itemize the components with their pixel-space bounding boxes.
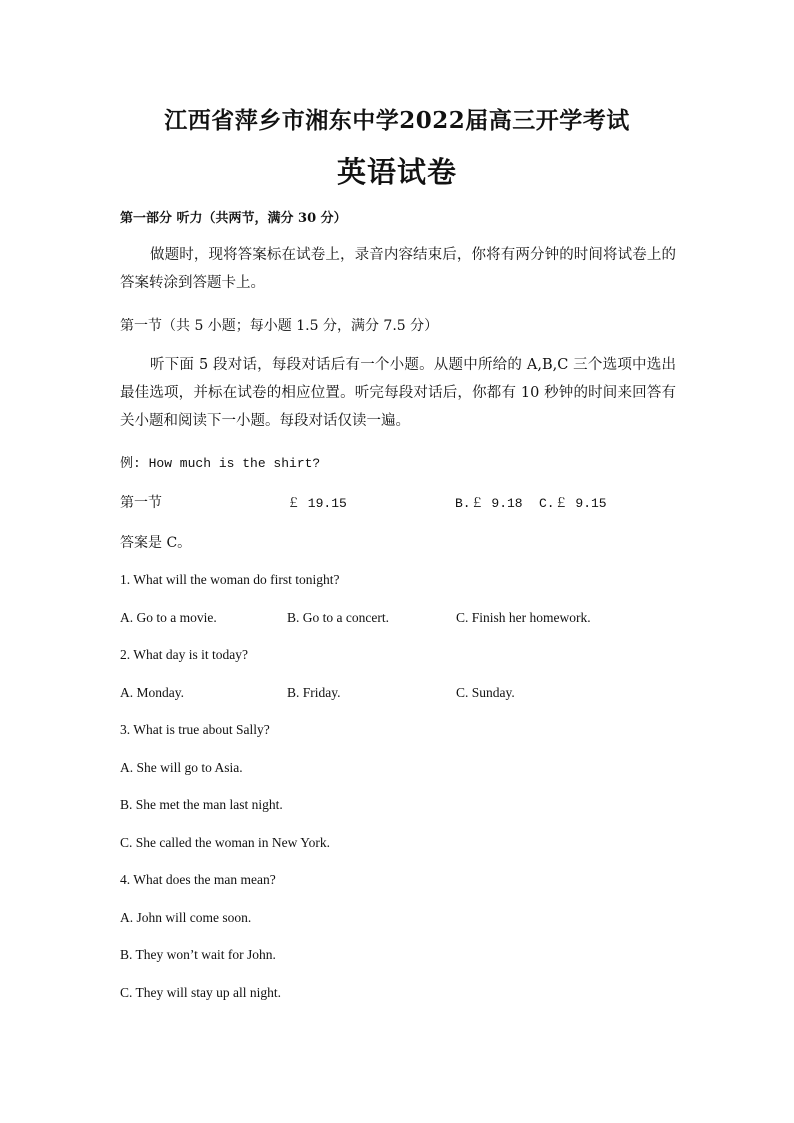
option-c: C. Sunday. — [456, 685, 515, 700]
example-answer: 答案是 C。 — [120, 535, 192, 551]
option-b: B. Go to a concert. — [287, 610, 389, 625]
part-heading: 第一部分 听力（共两节，满分 30 分） — [120, 211, 347, 226]
option-c: C. She called the woman in New York. — [120, 835, 330, 850]
example-question: 例: How much is the shirt? — [120, 456, 321, 471]
option-b: B. Friday. — [287, 685, 341, 700]
example-label: 第一节 — [120, 495, 162, 511]
option-a: A. Go to a movie. — [120, 610, 217, 625]
example-option-a: ￡ 19.15 — [287, 496, 347, 511]
question-stem: 4. What does the man mean? — [120, 872, 276, 887]
option-b: B. They won’t wait for John. — [120, 947, 276, 962]
option-c: C. They will stay up all night. — [120, 985, 281, 1000]
example-option-c: C.￡ 9.15 — [539, 496, 607, 511]
question-stem: 3. What is true about Sally? — [120, 722, 270, 737]
option-a: A. She will go to Asia. — [120, 760, 243, 775]
sub-heading: 第一节（共 5 小题；每小题 1.5 分，满分 7.5 分） — [120, 318, 439, 334]
question-stem: 1. What will the woman do first tonight? — [120, 572, 340, 587]
option-a: A. Monday. — [120, 685, 184, 700]
exam-title: 江西省萍乡市湘东中学2022届高三开学考试 — [164, 107, 630, 134]
example-option-b: B.￡ 9.18 — [455, 496, 523, 511]
option-a: A. John will come soon. — [120, 910, 252, 925]
exam-subtitle: 英语试卷 — [336, 155, 457, 189]
option-c: C. Finish her homework. — [456, 610, 591, 625]
instructions-paragraph: 听下面 5 段对话，每段对话后有一个小题。从题中所给的 A,B,C 三个选项中选出最佳选项，并标在试卷的相应位置。听完每段对话后，你都有 10 秒钟的时间来回答有关小题和阅读下一小题。每段对话仅读一遍。 — [120, 357, 676, 429]
option-b: B. She met the man last night. — [120, 797, 283, 812]
intro-paragraph: 做题时，现将答案标在试卷上，录音内容结束后，你将有两分钟的时间将试卷上的答案转涂到答题卡上。 — [120, 247, 676, 291]
question-stem: 2. What day is it today? — [120, 647, 248, 662]
